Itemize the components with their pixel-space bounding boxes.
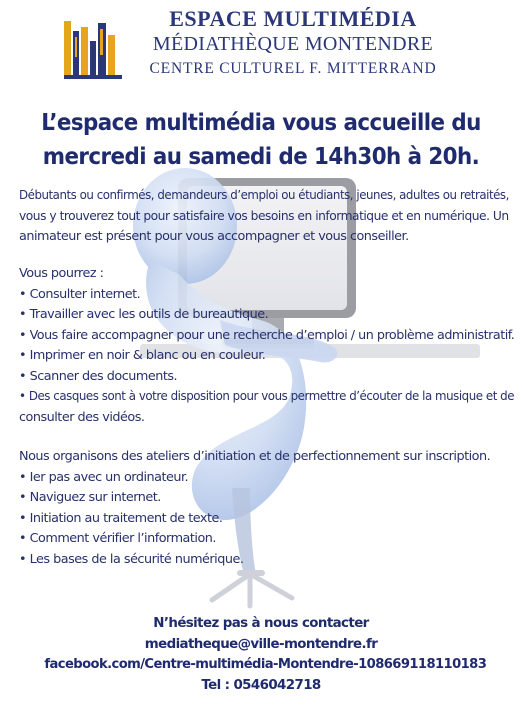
list-item: • Ier pas avec un ordinateur. <box>19 469 189 485</box>
list-item: • Vous faire accompagner pour une recherche d’emploi / un problème administratif. <box>19 327 515 343</box>
list-item: • Travailler avec les outils de bureautique. <box>19 307 269 322</box>
workshops-list <box>19 447 514 570</box>
headline <box>37 106 485 174</box>
headline-line: L’espace multimédia vous accueille du <box>41 110 481 136</box>
intro-line: Débutants ou confirmés, demandeurs d’emploi ou étudiants, jeunes, adultes ou retraités, <box>19 188 509 203</box>
contact-facebook: facebook.com/Centre-multimédia-Montendre-108669118110183 <box>44 657 487 672</box>
intro-line: animateur est présent pour vous accompagner et vous conseiller. <box>19 229 409 244</box>
list-item: • Initiation au traitement de texte. <box>19 510 223 526</box>
list-item: • Naviguez sur internet. <box>19 490 161 505</box>
list-item: consulter des vidéos. <box>19 409 145 425</box>
contact-block <box>40 614 487 696</box>
list-item: • Imprimer en noir & blanc ou en couleur. <box>19 348 266 363</box>
services-list <box>19 264 514 428</box>
header-subtitle: MÉDIATHÈQUE MONTENDRE <box>152 33 434 55</box>
services-heading: Vous pourrez : <box>19 266 104 281</box>
intro-line: vous y trouverez tout pour satisfaire vos besoins en informatique et en numérique. Un <box>19 208 509 224</box>
list-item: • Comment vérifier l’information. <box>19 531 216 546</box>
header-title: ESPACE MULTIMÉDIA <box>169 6 417 31</box>
books-logo-icon <box>64 19 124 79</box>
list-item: • Scanner des documents. <box>19 368 178 384</box>
contact-email: mediatheque@ville-montendre.fr <box>144 636 378 652</box>
list-item: • Des casques sont à votre disposition pour vous permettre d’écouter de la musique et de <box>19 389 515 404</box>
list-item: • Consulter internet. <box>19 286 141 302</box>
intro-paragraph <box>19 186 509 248</box>
contact-phone: Tel : 0546042718 <box>201 677 321 693</box>
list-item: • Les bases de la sécurité numérique. <box>19 551 244 567</box>
workshops-heading: Nous organisons des ateliers d’initiation et de perfectionnement sur inscription. <box>19 449 491 464</box>
header-tagline: CENTRE CULTUREL F. MITTERRAND <box>149 60 437 77</box>
headline-line: mercredi au samedi de 14h30h à 20h. <box>42 144 480 170</box>
contact-heading: N’hésitez pas à nous contacter <box>153 616 369 631</box>
